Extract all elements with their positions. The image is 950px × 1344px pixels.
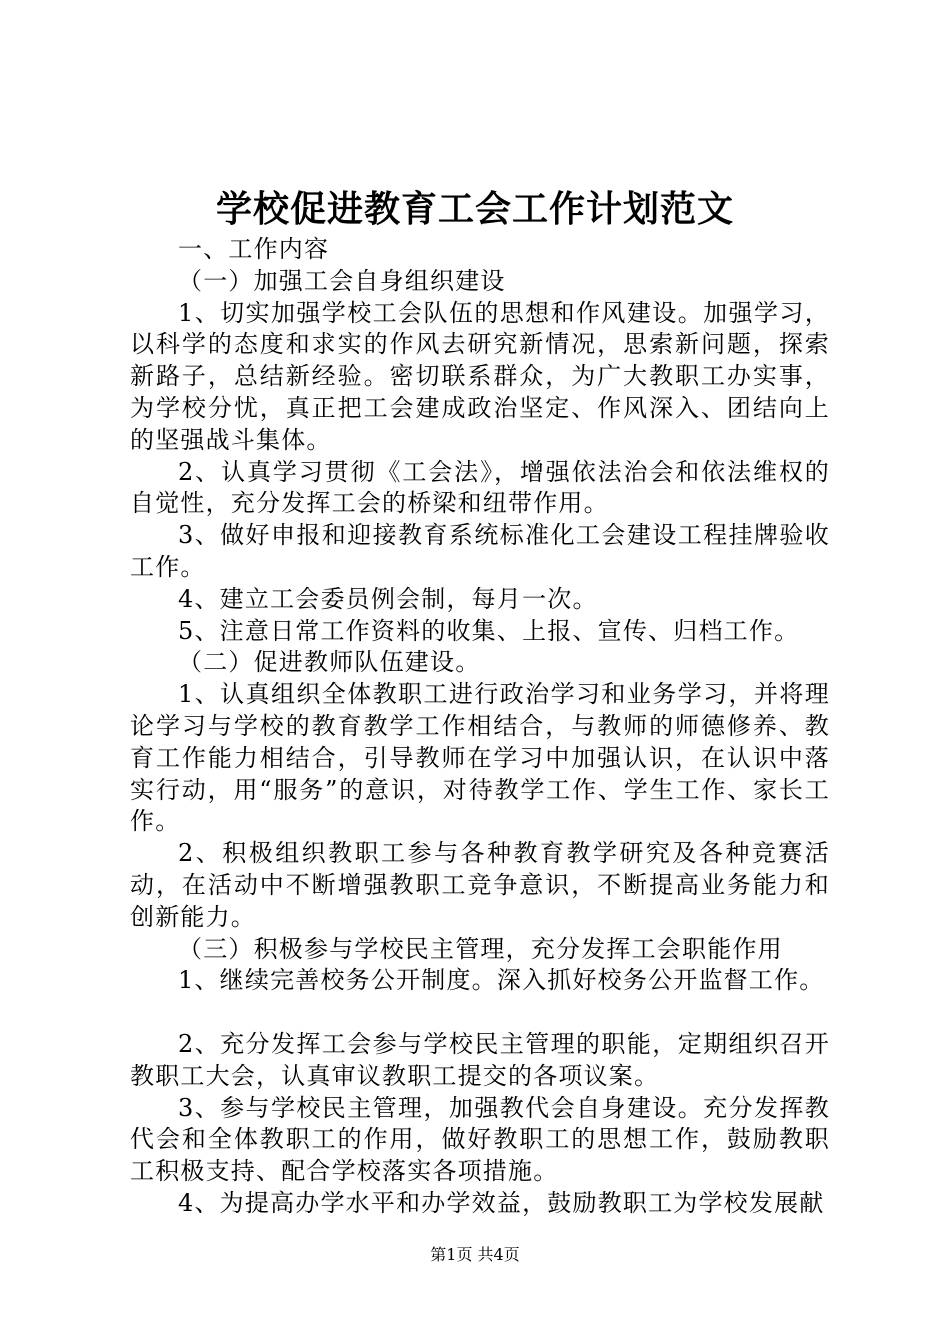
paragraph: 3、做好申报和迎接教育系统标准化工会建设工程挂牌验收工作。 [130, 521, 830, 581]
paragraph: 1、继续完善校务公开制度。深入抓好校务公开监督工作。 [178, 966, 825, 995]
paragraph: 1、切实加强学校工会队伍的思想和作风建设。加强学习，以科学的态度和求实的作风去研究新情况，思索新问题，探索新路子，总结新经验。密切联系群众，为广大教职工办实事，为学校分忧，真正把工会建成政治坚定、作风深入、团结向上的坚强战斗集体。 [130, 298, 830, 454]
page-number-footer: 第1页 共4页 [430, 1245, 520, 1264]
paragraph: 4、为提高办学水平和办学效益，鼓励教职工为学校发展献 [178, 1188, 825, 1217]
paragraph: 2、积极组织教职工参与各种教育教学研究及各种竞赛活动，在活动中不断增强教职工竞争意识，不断提高业务能力和创新能力。 [130, 839, 830, 931]
blank-line [130, 997, 830, 1029]
paragraph: 4、建立工会委员例会制，每月一次。 [178, 584, 598, 613]
paragraph: 2、充分发挥工会参与学校民主管理的职能，定期组织召开教职工大会，认真审议教职工提交的各项议案。 [130, 1029, 830, 1090]
document-body [130, 234, 830, 1220]
paragraph: 2、认真学习贯彻《工会法》，增强依法治会和依法维权的自觉性，充分发挥工会的桥梁和纽带作用。 [130, 457, 830, 518]
paragraph: 1、认真组织全体教职工进行政治学习和业务学习，并将理论学习与学校的教育教学工作相结合，与教师的师德修养、教育工作能力相结合，引导教师在学习中加强认识，在认识中落实行动，用“服务”的意识，对待教学工作、学生工作、家长工作。 [130, 680, 830, 836]
document-title: 学校促进教育工会工作计划范文 [215, 188, 734, 230]
paragraph: 3、参与学校民主管理，加强教代会自身建设。充分发挥教代会和全体教职工的作用，做好教职工的思想工作，鼓励教职工积极支持、配合学校落实各项措施。 [130, 1093, 830, 1186]
paragraph: 5、注意日常工作资料的收集、上报、宣传、归档工作。 [178, 616, 800, 645]
section-heading: 一、工作内容 [178, 235, 330, 263]
subsection-heading: （三）积极参与学校民主管理，充分发挥工会职能作用 [178, 934, 783, 963]
subsection-heading: （一）加强工会自身组织建设 [178, 266, 506, 295]
subsection-heading: （二）促进教师队伍建设。 [178, 648, 481, 677]
